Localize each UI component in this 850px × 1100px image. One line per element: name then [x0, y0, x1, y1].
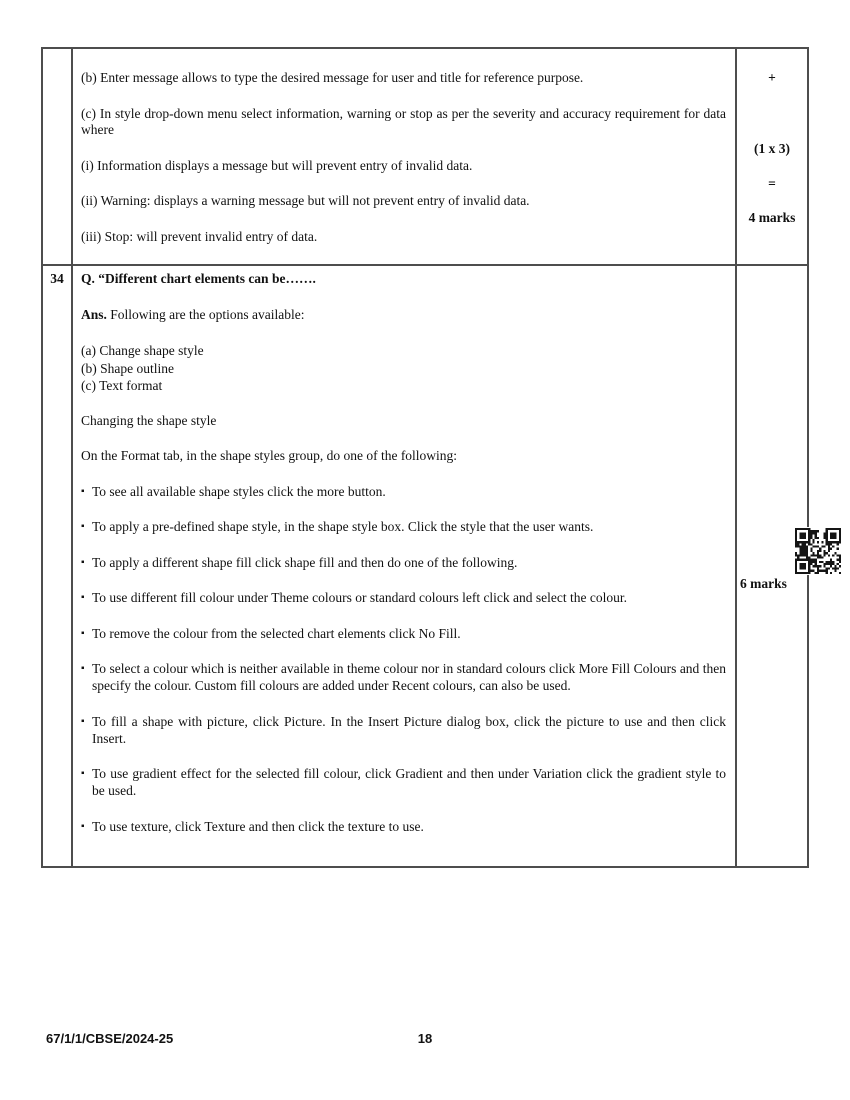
footer-document-code: 67/1/1/CBSE/2024-25: [46, 1031, 174, 1046]
table-row: [42, 265, 808, 867]
subheading: Changing the shape style: [81, 412, 217, 428]
bullet-list-item: [81, 713, 726, 747]
answer-intro: [81, 307, 726, 324]
answer-paragraph: (i) Information displays a message but will prevent entry of invalid data.: [81, 157, 473, 173]
bullet-icon: ▪: [81, 556, 85, 568]
bullet-text: To use different fill colour under Theme colours or standard colours left click and select the colour.: [92, 590, 628, 605]
bullet-text: To fill a shape with picture, click Picture. In the Insert Picture dialog box, click the picture to use and then click Insert.: [92, 713, 726, 746]
answer-body-cell: [72, 48, 736, 265]
question-number-cell: [42, 265, 72, 867]
bullet-text: To apply a different shape fill click shape fill and then do one of the following.: [92, 554, 518, 570]
marks-equals: =: [768, 176, 776, 191]
option-list: [81, 342, 726, 395]
instruction-intro: On the Format tab, in the shape styles group, do one of the following:: [81, 447, 458, 463]
marks-total: 4 marks: [748, 209, 796, 225]
bullet-text: To use gradient effect for the selected fill colour, click Gradient and then under Variation click the gradient style to be used.: [92, 766, 726, 798]
answer-paragraph: (ii) Warning: displays a warning message but will not prevent entry of invalid data.: [81, 193, 530, 208]
bullet-list-item: [81, 589, 726, 606]
answer-body-cell: [72, 265, 736, 867]
marks-plus: +: [768, 70, 776, 85]
answer-paragraph: (c) In style drop-down menu select information, warning or stop as per the severity and accuracy requirement for data where: [81, 105, 726, 137]
question-text: Q. “Different chart elements can be…….: [81, 271, 316, 286]
bullet-icon: ▪: [81, 592, 85, 603]
bullet-text: To select a colour which is neither available in theme colour nor in standard colours click More Fill Colours and then specify the colour. Custom fill colours are added under Recent colours, can also be used.: [92, 661, 726, 693]
bullet-list-item: [81, 765, 726, 799]
marking-scheme-table: [41, 47, 809, 868]
marks-total: 6 marks: [740, 576, 787, 591]
bullet-list-item: [81, 483, 726, 500]
bullet-icon: ▪: [81, 663, 85, 674]
bullet-text: To use texture, click Texture and then click the texture to use.: [92, 818, 424, 834]
bullet-text: To see all available shape styles click the more button.: [92, 483, 386, 499]
qr-code: [795, 527, 841, 575]
ans-label: Ans.: [81, 306, 107, 322]
answer-paragraph: (iii) Stop: will prevent invalid entry of data.: [81, 228, 318, 244]
bullet-list-item: [81, 660, 726, 694]
question-number-cell: [42, 48, 72, 265]
option-item: (c) Text format: [81, 378, 163, 393]
bullet-list-item: [81, 518, 726, 535]
bullet-icon: ▪: [81, 521, 85, 532]
bullet-text: To apply a pre-defined shape style, in the shape style box. Click the style that the user wants.: [92, 519, 594, 534]
bullet-icon: ▪: [81, 627, 85, 639]
marks-formula: (1 x 3): [754, 140, 790, 156]
table-row: [42, 48, 808, 265]
question-number: 34: [50, 271, 64, 286]
bullet-text: To remove the colour from the selected chart elements click No Fill.: [92, 625, 461, 641]
option-item: (b) Shape outline: [81, 360, 174, 376]
bullet-list-item: [81, 554, 726, 571]
bullet-icon: ▪: [81, 715, 85, 727]
bullet-list-item: [81, 818, 726, 835]
bullet-icon: ▪: [81, 485, 85, 497]
answer-paragraph: (b) Enter message allows to type the desired message for user and title for reference purpose.: [81, 70, 584, 85]
bullet-icon: ▪: [81, 768, 85, 779]
footer-page-number: 18: [417, 1031, 433, 1046]
ans-text: Following are the options available:: [106, 306, 305, 322]
marks-cell: [736, 48, 808, 265]
bullet-list-item: [81, 625, 726, 642]
option-item: (a) Change shape style: [81, 343, 204, 358]
bullet-icon: ▪: [81, 820, 85, 832]
